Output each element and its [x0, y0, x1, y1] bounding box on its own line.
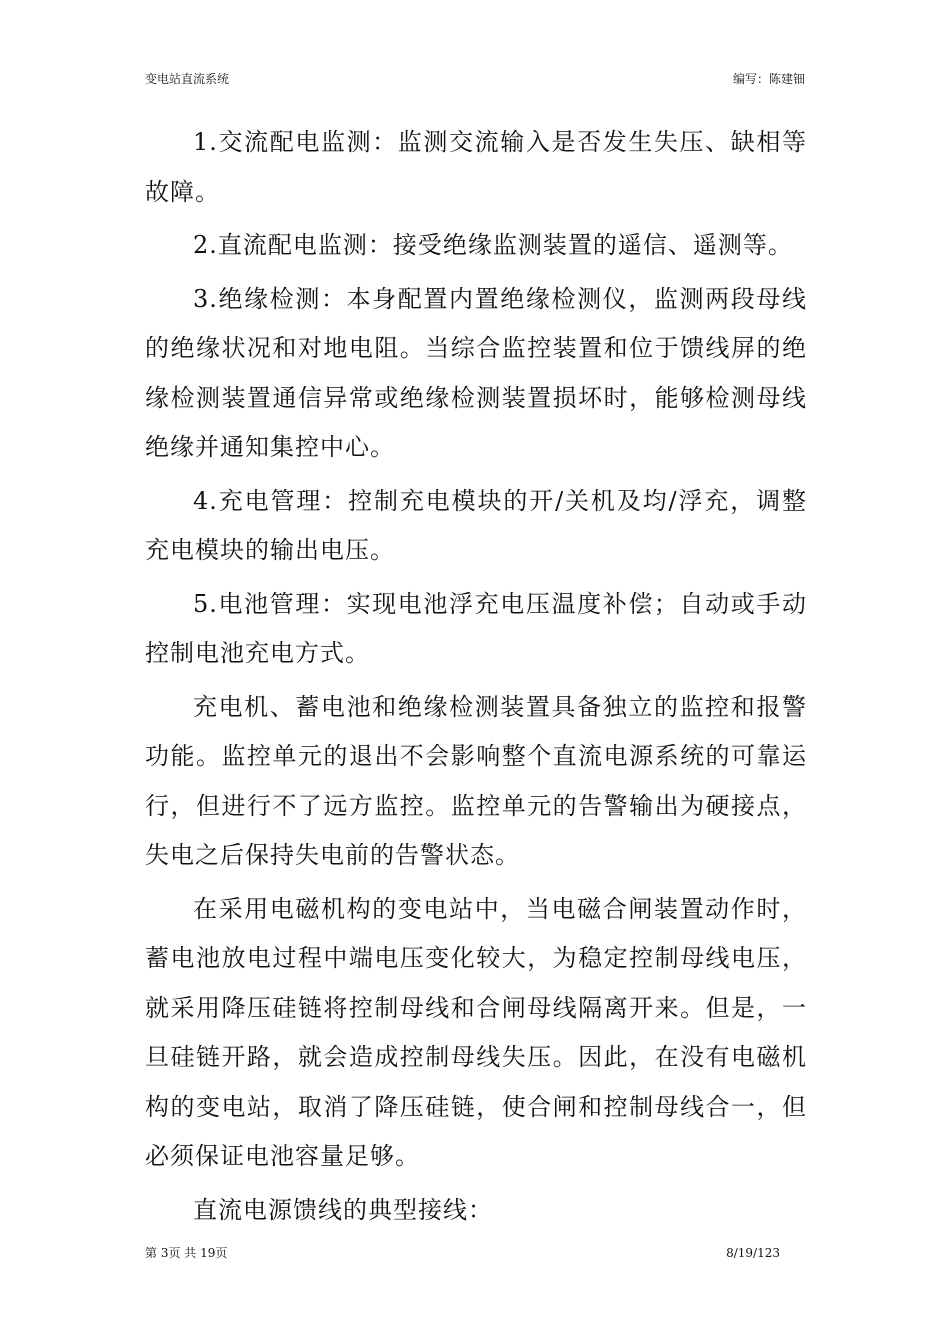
paragraph-independent-alarm: 充电机、蓄电池和绝缘检测装置具备独立的监控和报警功能。监控单元的退出不会影响整个直流电源系统的可靠运行，但进行不了远方监控。监控单元的告警输出为硬接点，失电之后保持失电前的告警状态。: [145, 692, 807, 869]
document-body: [145, 118, 807, 1239]
header-author: 编写：陈建钿: [732, 72, 805, 86]
footer-page-number: 第 3页 共 19页: [145, 1246, 228, 1260]
paragraph-dc-monitoring: 2.直流配电监测：接受绝缘监测装置的遥信、遥测等。: [193, 231, 793, 259]
paragraph-electromagnetic-mechanism: 在采用电磁机构的变电站中，当电磁合闸装置动作时，蓄电池放电过程中端电压变化较大，为稳定控制母线电压，就采用降压硅链将控制母线和合闸母线隔离开来。但是，一旦硅链开路，就会造成控制母线失压。因此，在没有电磁机构的变电站，取消了降压硅链，使合闸和控制母线合一，但必须保证电池容量足够。: [145, 894, 807, 1170]
paragraph-charge-management: 4.充电管理：控制充电模块的开/关机及均/浮充，调整充电模块的输出电压。: [145, 486, 807, 564]
paragraph-feeder-wiring: 直流电源馈线的典型接线：: [193, 1195, 493, 1224]
paragraph-battery-management: 5.电池管理：实现电池浮充电压温度补偿；自动或手动控制电池充电方式。: [145, 589, 807, 667]
page-footer: [145, 1244, 780, 1262]
paragraph-insulation-detection: 3.绝缘检测：本身配置内置绝缘检测仪，监测两段母线的绝缘状况和对地电阻。当综合监控装置和位于馈线屏的绝缘检测装置通信异常或绝缘检测装置损坏时，能够检测母线绝缘并通知集控中心。: [145, 284, 807, 461]
page-header: [145, 70, 805, 88]
footer-date: 8/19/123: [726, 1246, 780, 1260]
header-document-title: 变电站直流系统: [145, 72, 230, 86]
paragraph-ac-monitoring: 1.交流配电监测：监测交流输入是否发生失压、缺相等故障。: [145, 128, 807, 206]
